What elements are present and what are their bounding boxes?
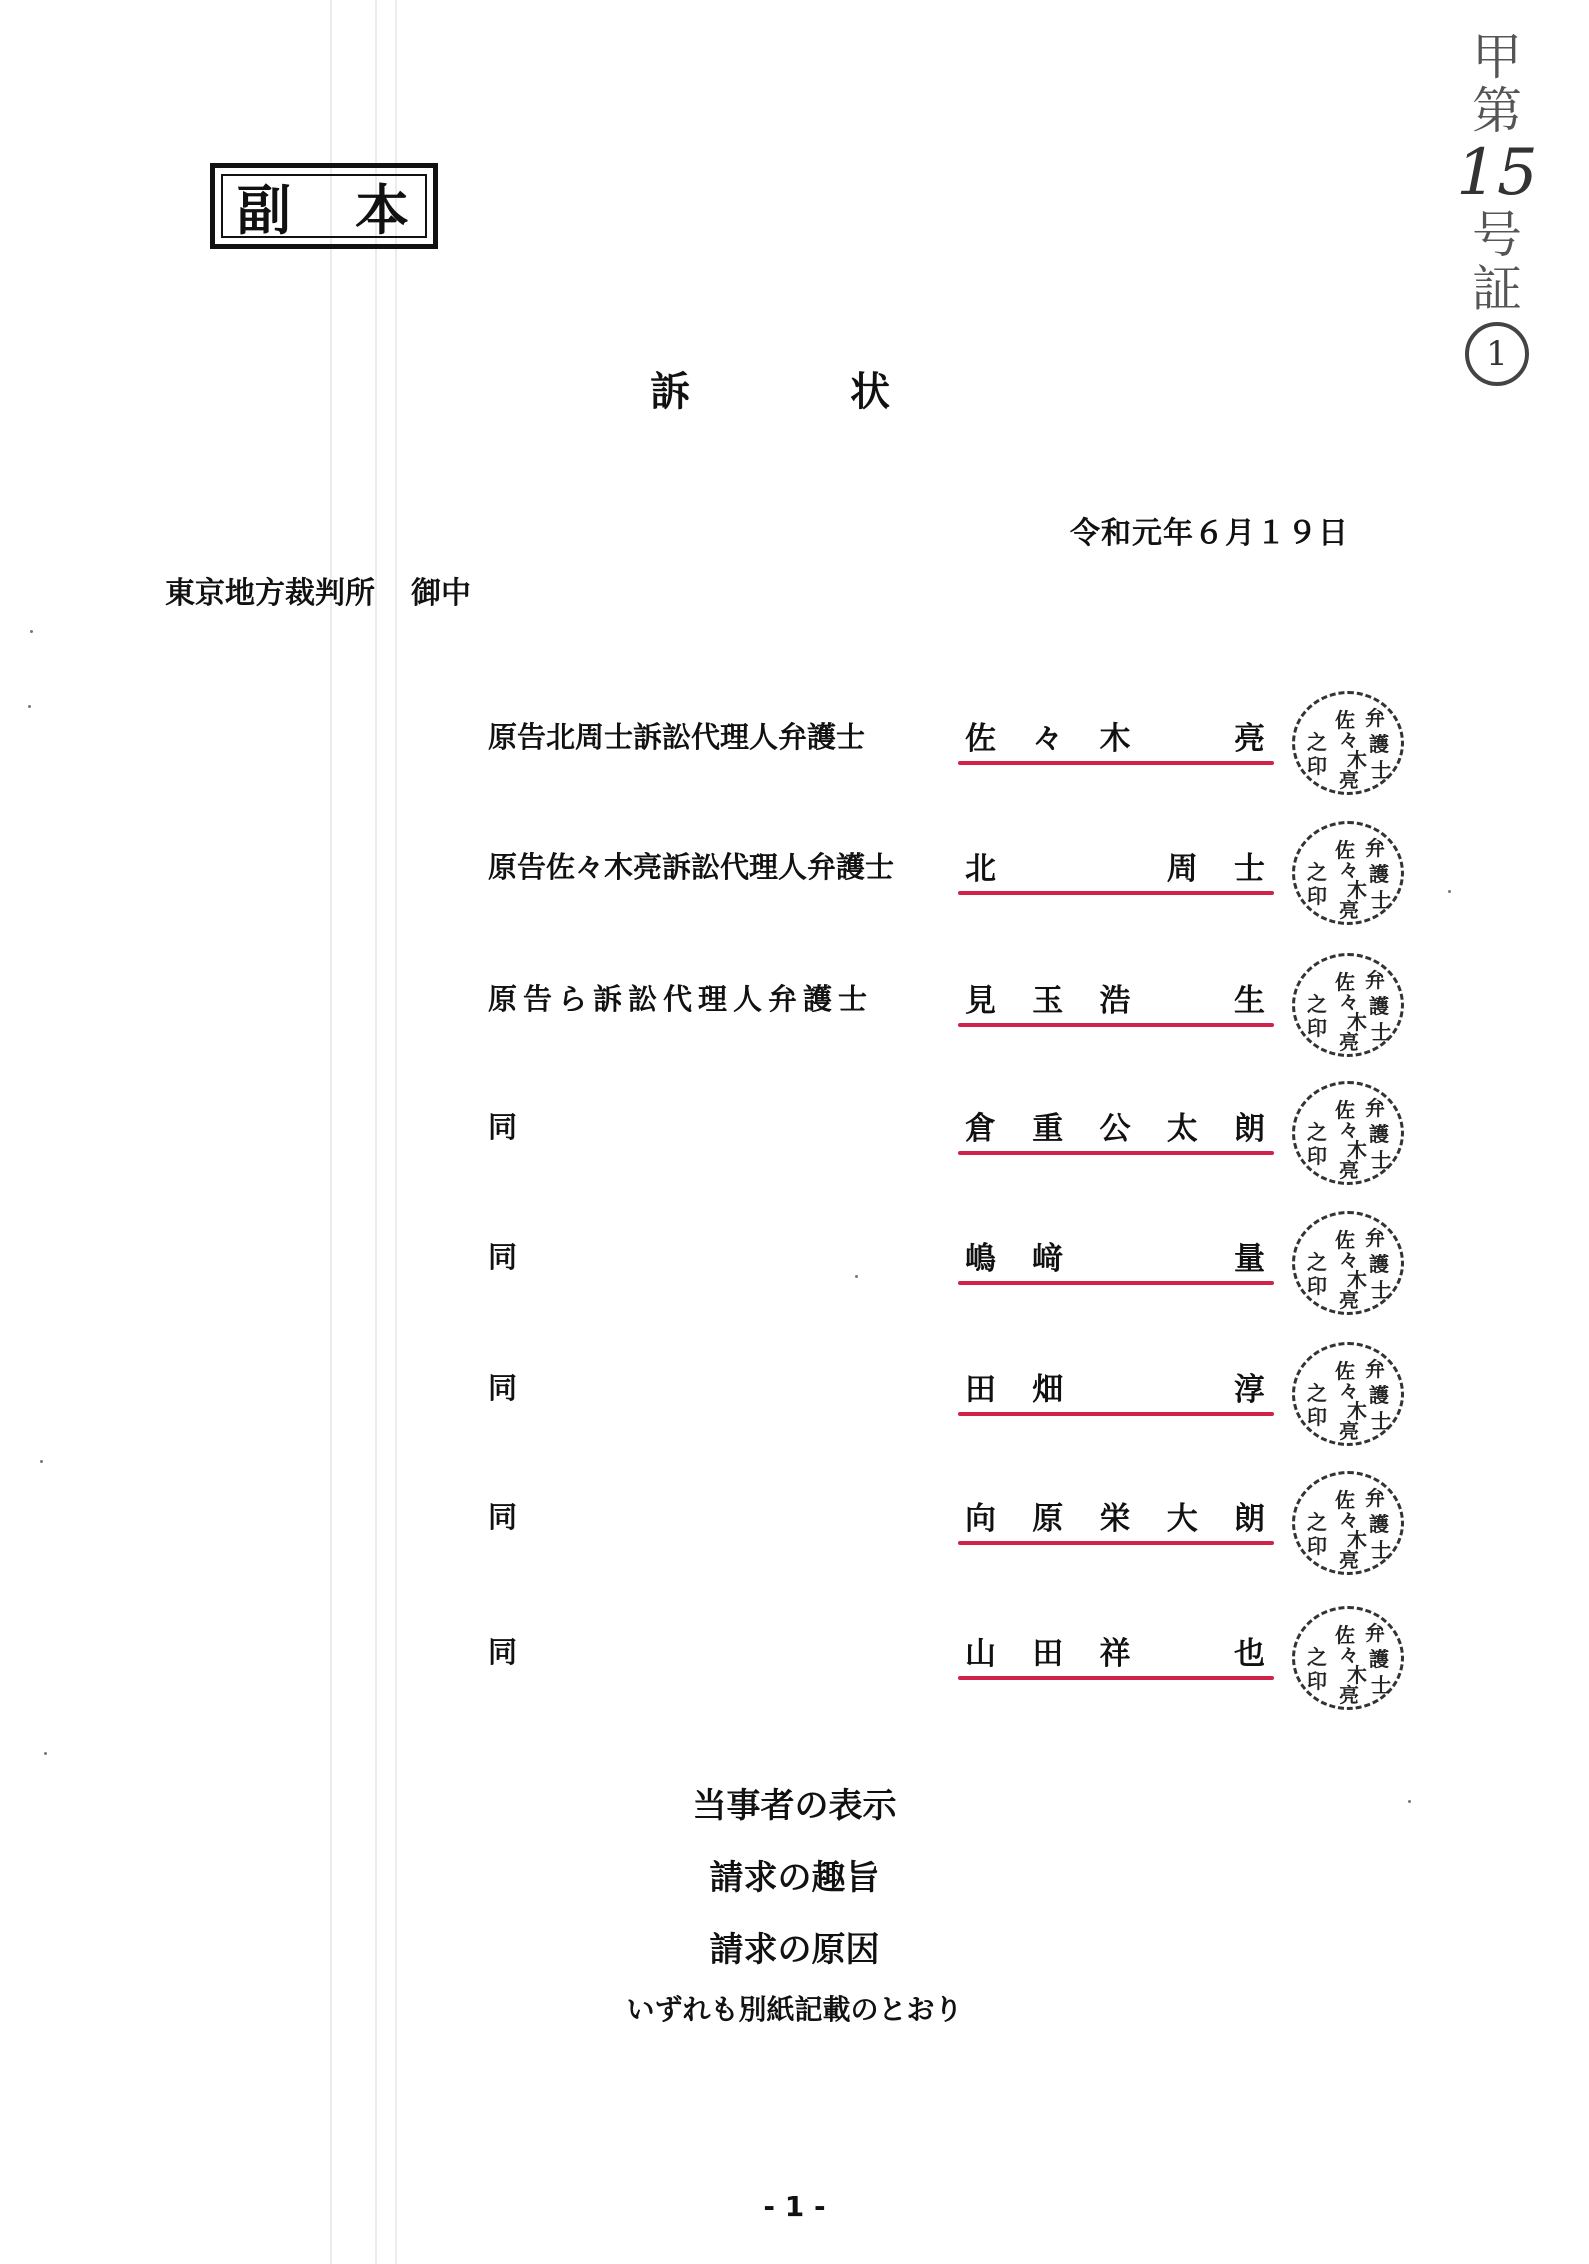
attorney-name-char: 周	[1166, 851, 1198, 887]
seal-glyph: 々	[1339, 1118, 1359, 1142]
attorney-name-char: 也	[1234, 1636, 1265, 1672]
scan-speck	[855, 1275, 858, 1278]
seal-glyph: 木	[1347, 748, 1367, 772]
seal-glyph: 木	[1347, 1399, 1367, 1423]
attorney-name-char: 向	[965, 1501, 996, 1537]
seal-glyph: 弁	[1365, 1621, 1385, 1645]
scan-speck	[40, 1460, 43, 1463]
attorney-name	[965, 1493, 1265, 1538]
attorney-name-char	[1100, 843, 1131, 888]
attorney-seal	[1292, 1081, 1404, 1185]
scan-speck	[28, 705, 31, 708]
attorney-name-char: 畑	[1032, 1372, 1064, 1408]
signature-underline	[958, 1023, 1274, 1027]
seal-glyph: 護	[1369, 732, 1389, 756]
seal-glyph: 木	[1347, 1663, 1367, 1687]
signature-underline	[958, 1151, 1274, 1155]
seal-glyph: 護	[1369, 1383, 1389, 1407]
attorney-name-char: 生	[1234, 983, 1265, 1019]
attorney-name	[965, 843, 1265, 888]
seal-glyph: 士	[1371, 888, 1391, 912]
seal-glyph: 印	[1307, 1274, 1327, 1298]
attorney-name-char: 々	[1032, 721, 1064, 757]
attorney-name	[965, 1103, 1265, 1148]
attorney-name-char	[1167, 1233, 1198, 1278]
attorney-name-char: 嶋	[965, 1241, 996, 1277]
seal-glyph: 士	[1371, 1538, 1391, 1562]
exhibit-prefix-2: 第	[1472, 82, 1522, 140]
seal-glyph: 々	[1339, 990, 1359, 1014]
attorney-name	[965, 1628, 1265, 1673]
seal-glyph: 之	[1307, 1120, 1327, 1144]
section-heading-claim-purpose: 請求の趣旨	[709, 1858, 880, 1898]
attorney-name-char	[1167, 713, 1198, 758]
seal-glyph: 印	[1307, 1669, 1327, 1693]
scan-speck	[1408, 1800, 1411, 1803]
title-char-1: 訴	[650, 369, 690, 415]
exhibit-sub-number: 1	[1465, 322, 1529, 386]
attorney-seal	[1292, 1342, 1404, 1446]
attorney-seal	[1292, 1471, 1404, 1575]
attorney-name-char	[1167, 975, 1198, 1020]
seal-glyph: 亮	[1339, 1548, 1359, 1572]
attorney-name-char: 佐	[965, 721, 996, 757]
seal-glyph: 亮	[1339, 768, 1359, 792]
attorney-role: 同	[488, 1240, 518, 1274]
seal-glyph: 々	[1339, 858, 1359, 882]
seal-glyph: 佐	[1335, 1359, 1355, 1383]
attorney-name-char: 朗	[1234, 1111, 1265, 1147]
seal-glyph: 佐	[1335, 1228, 1355, 1252]
seal-glyph: 印	[1307, 1144, 1327, 1168]
seal-glyph: 弁	[1365, 1357, 1385, 1381]
attorney-name-char: 朗	[1234, 1501, 1265, 1537]
seal-glyph: 護	[1369, 1512, 1389, 1536]
copy-stamp	[210, 163, 438, 249]
seal-glyph: 亮	[1339, 1030, 1359, 1054]
seal-glyph: 印	[1307, 1405, 1327, 1429]
seal-glyph: 護	[1369, 994, 1389, 1018]
seal-glyph: 佐	[1335, 838, 1355, 862]
attorney-role: 同	[488, 1371, 518, 1405]
attorney-name-char: 田	[965, 1372, 996, 1408]
seal-glyph: 弁	[1365, 1486, 1385, 1510]
attorney-name-char: 士	[1234, 851, 1265, 887]
attorney-name-char: 浩	[1099, 983, 1131, 1019]
seal-glyph: 弁	[1365, 1226, 1385, 1250]
attorney-name-char: 祥	[1099, 1636, 1131, 1672]
exhibit-prefix-1: 甲	[1472, 28, 1522, 86]
seal-glyph: 佐	[1335, 1098, 1355, 1122]
seal-glyph: 之	[1307, 1645, 1327, 1669]
attorney-seal	[1292, 821, 1404, 925]
attachment-note: いずれも別紙記載のとおり	[626, 1993, 963, 2026]
filing-date: 令和元年６月１９日	[1070, 516, 1349, 551]
document-title	[650, 360, 890, 417]
seal-glyph: 之	[1307, 860, 1327, 884]
attorney-name	[965, 975, 1265, 1020]
seal-glyph: 士	[1371, 1409, 1391, 1433]
attorney-name-char: 木	[1099, 721, 1131, 757]
section-heading-parties: 当事者の表示	[692, 1786, 897, 1826]
scan-speck	[30, 630, 33, 633]
title-char-2: 状	[850, 369, 890, 415]
attorney-name-char: 田	[1032, 1636, 1064, 1672]
attorney-name-char	[1167, 1364, 1198, 1409]
seal-glyph: 士	[1371, 1020, 1391, 1044]
attorney-seal	[1292, 1211, 1404, 1315]
attorney-name-char: 倉	[965, 1111, 996, 1147]
seal-glyph: 亮	[1339, 1288, 1359, 1312]
seal-glyph: 之	[1307, 1510, 1327, 1534]
attorney-row	[0, 825, 1589, 925]
seal-glyph: 佐	[1335, 708, 1355, 732]
seal-glyph: 佐	[1335, 970, 1355, 994]
seal-glyph: 木	[1347, 1010, 1367, 1034]
seal-glyph: 佐	[1335, 1488, 1355, 1512]
seal-glyph: 印	[1307, 1534, 1327, 1558]
signature-underline	[958, 1541, 1274, 1545]
attorney-name-char: 北	[965, 851, 996, 887]
attorney-name-char: 大	[1166, 1501, 1198, 1537]
exhibit-suffix-2: 証	[1472, 260, 1522, 318]
attorney-name-char: 山	[965, 1636, 996, 1672]
stamp-char-right: 本	[355, 178, 411, 242]
attorney-name-char	[1100, 1364, 1131, 1409]
attorney-role: 同	[488, 1110, 518, 1144]
seal-glyph: 々	[1339, 1508, 1359, 1532]
attorney-name-char: 量	[1234, 1241, 1265, 1277]
attorney-name-char	[1167, 1628, 1198, 1673]
seal-glyph: 亮	[1339, 1158, 1359, 1182]
scan-speck	[44, 1752, 47, 1755]
attorney-seal	[1292, 1606, 1404, 1710]
seal-glyph: 亮	[1339, 898, 1359, 922]
seal-glyph: 木	[1347, 1268, 1367, 1292]
seal-glyph: 護	[1369, 862, 1389, 886]
exhibit-number: 15	[1456, 136, 1538, 210]
seal-glyph: 亮	[1339, 1419, 1359, 1443]
seal-glyph: 之	[1307, 1250, 1327, 1274]
attorney-name	[965, 713, 1265, 758]
seal-glyph: 士	[1371, 758, 1391, 782]
signature-underline	[958, 1676, 1274, 1680]
seal-glyph: 弁	[1365, 1096, 1385, 1120]
seal-glyph: 印	[1307, 884, 1327, 908]
seal-glyph: 々	[1339, 728, 1359, 752]
attorney-seal	[1292, 691, 1404, 795]
seal-glyph: 士	[1371, 1148, 1391, 1172]
addressee-honorific: 御中	[411, 576, 471, 611]
stamp-inner-border	[221, 174, 427, 238]
attorney-name-char: 栄	[1099, 1501, 1131, 1537]
seal-glyph: 之	[1307, 992, 1327, 1016]
scan-speck	[1448, 890, 1451, 893]
attorney-name-char: 亮	[1234, 721, 1265, 757]
signature-underline	[958, 1412, 1274, 1416]
attorney-name	[965, 1364, 1265, 1409]
seal-glyph: 之	[1307, 1381, 1327, 1405]
seal-glyph: 木	[1347, 1138, 1367, 1162]
attorney-row	[0, 1610, 1589, 1710]
attorney-name-char: 﨑	[1032, 1241, 1064, 1277]
attorney-row	[0, 1215, 1589, 1315]
seal-glyph: 亮	[1339, 1683, 1359, 1707]
seal-glyph: 々	[1339, 1379, 1359, 1403]
seal-glyph: 々	[1339, 1248, 1359, 1272]
exhibit-suffix-1: 号	[1472, 206, 1522, 264]
attorney-name-char: 玉	[1032, 983, 1064, 1019]
signature-underline	[958, 761, 1274, 765]
attorney-seal	[1292, 953, 1404, 1057]
court-name: 東京地方裁判所	[165, 576, 375, 611]
seal-glyph: 士	[1371, 1278, 1391, 1302]
seal-glyph: 印	[1307, 754, 1327, 778]
exhibit-number-mark	[1442, 30, 1552, 386]
attorney-role: 原告北周士訴訟代理人弁護士	[488, 720, 866, 754]
seal-glyph: 護	[1369, 1122, 1389, 1146]
seal-glyph: 木	[1347, 1528, 1367, 1552]
attorney-name-char: 公	[1099, 1111, 1131, 1147]
attorney-role: 原告ら訴訟代理人弁護士	[488, 982, 874, 1016]
seal-glyph: 印	[1307, 1016, 1327, 1040]
attorney-row	[0, 1085, 1589, 1185]
attorney-name-char: 太	[1166, 1111, 1198, 1147]
attorney-row	[0, 1346, 1589, 1446]
signature-underline	[958, 891, 1274, 895]
seal-glyph: 弁	[1365, 968, 1385, 992]
attorney-role: 同	[488, 1635, 518, 1669]
page-number: - 1 -	[763, 2190, 826, 2223]
seal-glyph: 護	[1369, 1647, 1389, 1671]
seal-glyph: 之	[1307, 730, 1327, 754]
seal-glyph: 護	[1369, 1252, 1389, 1276]
seal-glyph: 弁	[1365, 836, 1385, 860]
attorney-name-char: 重	[1032, 1111, 1064, 1147]
seal-glyph: 佐	[1335, 1623, 1355, 1647]
section-heading-claim-cause: 請求の原因	[709, 1930, 880, 1970]
attorney-name-char: 淳	[1234, 1372, 1265, 1408]
attorney-name-char	[1032, 843, 1063, 888]
attorney-row	[0, 1475, 1589, 1575]
stamp-char-left: 副	[237, 178, 293, 242]
seal-glyph: 士	[1371, 1673, 1391, 1697]
attorney-name	[965, 1233, 1265, 1278]
attorney-row	[0, 695, 1589, 795]
attorney-name-char	[1100, 1233, 1131, 1278]
attorney-name-char: 見	[965, 983, 996, 1019]
seal-glyph: 弁	[1365, 706, 1385, 730]
attorney-role: 原告佐々木亮訴訟代理人弁護士	[488, 850, 895, 884]
attorney-row	[0, 957, 1589, 1057]
attorney-name-char: 原	[1032, 1501, 1064, 1537]
addressee	[165, 568, 471, 612]
seal-glyph: 木	[1347, 878, 1367, 902]
signature-underline	[958, 1281, 1274, 1285]
seal-glyph: 々	[1339, 1643, 1359, 1667]
attorney-role: 同	[488, 1500, 518, 1534]
